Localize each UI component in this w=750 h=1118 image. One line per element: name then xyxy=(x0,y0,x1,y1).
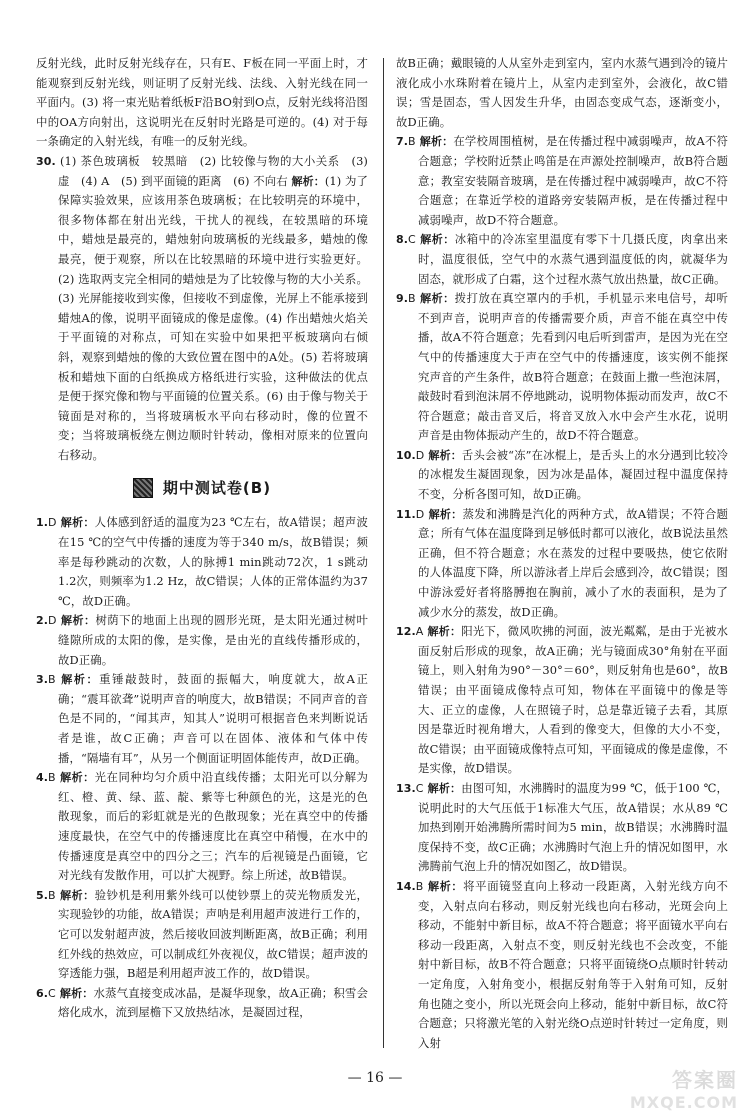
question-number: 11. xyxy=(396,507,416,521)
question-item xyxy=(396,132,728,230)
question-number: 3. xyxy=(36,673,49,687)
question-number: 30. xyxy=(36,154,56,168)
analysis-text: 阳光下，微风吹拂的河面，波光粼粼，是由于光被水面反射后形成的现象，故A正确；光与镜面成30°角射在平面镜上，则入射角为90°－30°＝60°，则反射角也是60°，故B错误；由平面镜成像特点可知，物体在平面镜中的像是等大、正立的虚像，人在照镜子时，总是靠近镜子去看，其原因是靠近时视角增大，人看到的像变大，但像的大小不变，故C错误；由平面镜成像特点可知，平面镜成的像是虚像，不是实像，故D错误。 xyxy=(418,624,728,776)
page-number: — 16 — xyxy=(347,1070,403,1086)
analysis-text: 光在同种均匀介质中沿直线传播；太阳光可以分解为红、橙、黄、绿、蓝、靛、紫等七种颜色的光，这是光的色散现象，而后的彩虹就是光的色散现象；光在真空中的传播速度最快，在空气中的传播速度比在真空中稍慢，在水中的传播速度是真空中的四分之三；汽车的后视镜是凸面镜，它对光线有发散作用，可以扩大视野。综上所述，故B错误。 xyxy=(58,770,368,883)
question-item xyxy=(396,779,728,877)
question-answer: B xyxy=(408,135,416,149)
analysis-label: 解析： xyxy=(59,771,95,785)
analysis-text: 拨打放在真空罩内的手机，手机显示来电信号，却听不到声音，说明声音的传播需要介质，声音不能在真空中传播，故A不符合题意；先看到闪电后听到雷声，是因为光在空气中的传播速度大于声在空气中的传播速度，该实例不能探究声音的产生条件，故B符合题意；在鼓面上撒一些泡沫屑，敲鼓时看到泡沫屑不停地跳动，说明物体振动而发声，故C不符合题意；敲击音叉后，将音叉放入水中会产生水花，说明声音是由物体振动产生的，故D不符合题意。 xyxy=(418,291,728,443)
question-number: 13. xyxy=(396,781,416,795)
question-item xyxy=(36,886,368,984)
right-column xyxy=(396,54,728,1054)
analysis-label: 解析： xyxy=(59,986,94,1000)
analysis-text: 人体感到舒适的温度为23 ℃左右，故A错误；超声波在15 ℃的空气中传播的速度为等于340 m/s，故B错误；频率是每秒跳动的次数，人的脉搏1 min跳动72次，1 s跳动1.2次，则频率为1.2 Hz，故C错误；人体的正常体温约为37 ℃，故D正确。 xyxy=(58,515,368,608)
question-number: 1. xyxy=(36,516,49,530)
analysis-label: 解析： xyxy=(60,614,96,628)
analysis-label: 解析： xyxy=(59,888,95,902)
question-answer: A xyxy=(415,625,424,639)
analysis-text: 重锤敲鼓时，鼓面的振幅大，响度就大，故A正确；“震耳欲聋”说明声音的响度大，故B错误；不同声音的音色是不同的，“闻其声，知其人”说明可根据音色来判断说话者是谁，故C正确；声音可以在固体、液体和气体中传播，“隔墙有耳”，从另一个侧面证明固体能传声，故D正确。 xyxy=(58,672,368,765)
question-answer: (1) 茶色玻璃板 较黑暗 (2) 比较像与物的大小关系 (3) 虚 (4) A (5) 到平面镜的距离 (6) 不向右 xyxy=(58,153,368,188)
question-item xyxy=(36,984,368,1023)
analysis-text: 树荫下的地面上出现的圆形光斑，是太阳光通过树叶缝隙所成的太阳的像，是实像，是由光的直线传播形成的，故D正确。 xyxy=(58,613,368,667)
analysis-text: 验钞机是利用紫外线可以使钞票上的荧光物质发光，实现验钞的功能，故A错误；声呐是利用超声波进行工作的，它可以发射超声波，然后接收回波判断距离，故B正确；利用红外线的热效应，可以制成红外夜视仪，故C错误；超声波的穿透能力强，B超是利用超声波工作的，故D错误。 xyxy=(58,887,368,981)
question-item xyxy=(396,230,728,289)
question-answer: D xyxy=(48,614,57,628)
analysis-label: 解析： xyxy=(419,135,454,149)
analysis-label: 解析： xyxy=(419,292,455,306)
analysis-label: 解析： xyxy=(427,879,464,893)
analysis-text: (1) 为了保障实验效果，应该用茶色玻璃板；在比较明亮的环境中，很多物体都在射出光线，干扰人的视线，在较黑暗的环境中，蜡烛是最亮的，蜡烛射向玻璃板的光线最多，蜡烛的像最亮，便于观察，所以在比较黑暗的环境中进行实验更好。(2) 选取两支完全相同的蜡烛是为了比较像与物的大小关系。(3) 光屏能接收到实像，但接收不到虚像，光屏上不能承接到蜡烛A的像，说明平面镜成的像是虚像。(4) 作出蜡烛火焰关于平面镜的对称点，可知在实验中如果把平板玻璃向右倾斜，观察到蜡烛的像的大致位置在图中的A处。(5) 若将玻璃板和蜡烛下面的白纸换成方格纸进行实验，这种做法的优点是便于探究像和物与平面镜的位置关系。(6) 由于像与物关于镜面是对称的，当将玻璃板水平向右移动时，像的位置不变；当将玻璃板绕左侧边顺时针转动，像相对原来的位置向右移动。 xyxy=(58,173,368,462)
analysis-text: 水蒸气直接变成冰晶，是凝华现象，故A正确；积雪会熔化成水，流到屋檐下又放热结冰，是凝固过程， xyxy=(58,985,368,1020)
question-number: 9. xyxy=(396,292,409,306)
question-answer: C xyxy=(48,986,56,1000)
question-number: 7. xyxy=(396,135,409,149)
question-answer: D xyxy=(48,516,57,530)
question-number: 5. xyxy=(36,888,49,902)
section-title: 期中测试卷(B) xyxy=(162,478,272,497)
left-intro-paragraph: 反射光线，此时反射光线存在，只有E、F板在同一平面上时，才能观察到反射光线，则证明了反射光线、法线、入射光线在同一平面内。(3) 将一束光贴着纸板F沿BO射到O点，反射光线将沿图中的OA方向射出，这说明光在反射时光路是可逆的。(4) 对于每一条确定的入射光线，有唯一的反射光线。 xyxy=(36,56,368,149)
question-item xyxy=(36,513,368,611)
question-item xyxy=(36,611,368,670)
question-item xyxy=(36,670,368,768)
question-number: 2. xyxy=(36,614,49,628)
analysis-label: 解析： xyxy=(428,507,463,521)
analysis-text: 在学校周围植树，是在传播过程中减弱噪声，故A不符合题意；学校附近禁止鸣笛是在声源处控制噪声，故B符合题意；教室安装隔音玻璃，是在传播过程中减弱噪声，故C不符合题意；在靠近学校的道路旁安装隔声板，是在传播过程中减弱噪声，故D不符合题意。 xyxy=(418,134,728,227)
analysis-label: 解析： xyxy=(427,781,462,795)
question-answer: D xyxy=(415,448,425,462)
question-30 xyxy=(36,152,368,466)
analysis-text: 舌头会被“冻”在冰棍上，是舌头上的水分遇到比较冷的冰棍发生凝固现象，因为冰是晶体，凝固过程中温度保持不变，分析各图可知，故D正确。 xyxy=(418,447,728,502)
question-answer: C xyxy=(408,233,416,247)
analysis-label: 解析： xyxy=(59,673,100,687)
question-answer: B xyxy=(48,888,56,902)
question-item xyxy=(396,505,728,623)
analysis-label: 解析： xyxy=(428,448,462,462)
analysis-text: 由图可知，水沸腾时的温度为99 ℃，低于100 ℃，说明此时的大气压低于1标准大气压，故A错误；水从89 ℃加热到刚开始沸腾所需时间为5 min，故B错误；水沸腾时温度保持不变，故C正确；水沸腾时气泡上升的情况如图甲，水沸腾前气泡上升的情况如图乙，故D错误。 xyxy=(418,780,728,874)
right-intro-paragraph: 故B正确；戴眼镜的人从室外走到室内，室内水蒸气遇到冷的镜片液化成小水珠附着在镜片上，从室内走到室外，会液化，故C错误；雪是固态，雪人因发生升华，由固态变成气态，逐渐变小，故D正确。 xyxy=(396,56,728,129)
question-answer: C xyxy=(415,781,424,795)
question-number: 8. xyxy=(396,233,409,247)
column-divider xyxy=(383,58,384,1048)
question-answer: B xyxy=(48,771,56,785)
left-column xyxy=(36,54,368,1054)
question-number: 4. xyxy=(36,771,49,785)
question-item xyxy=(36,768,368,886)
question-number: 6. xyxy=(36,986,49,1000)
analysis-text: 冰箱中的冷冻室里温度有零下十几摄氏度，肉拿出来时，温度很低，空气中的水蒸气遇到温度低的肉，就凝华为固态，就形成了白霜，这个过程水蒸气放出热量，故C正确。 xyxy=(418,232,728,286)
question-item xyxy=(396,289,728,446)
analysis-label: 解析： xyxy=(60,516,95,530)
analysis-text: 蒸发和沸腾是汽化的两种方式，故A错误；不符合题意；所有气体在温度降到足够低时都可以液化，故B说法虽然正确，但不符合题意；水在蒸发的过程中要吸热，使它依附的人体温度下降，所以游泳者上岸后会感到冷，故C错误；图中游泳爱好者将胳膊抱在胸前，减小了水的表面积，是为了减少水分的蒸发，故D正确。 xyxy=(418,506,728,619)
question-answer: B xyxy=(415,879,424,893)
question-answer: B xyxy=(48,673,56,687)
analysis-label: 解析： xyxy=(291,174,325,188)
question-answer: D xyxy=(415,507,425,521)
page-content xyxy=(36,54,726,1064)
section-marker-icon xyxy=(133,478,153,498)
question-number: 10. xyxy=(396,448,416,462)
watermark-logo-text: 答案圈 xyxy=(672,1068,738,1092)
analysis-text: 将平面镜竖直向上移动一段距离，入射光线方向不变，入射点向右移动，则反射光线也向右移动，光斑会向上移动，不能射中新目标，故A不符合题意；将平面镜水平向右移动一段距离，入射点不变，则反射光线也不会改变，不能射中新目标，故B不符合题意；只将平面镜绕O点顺时针转动一定角度，入射角变小，根据反射角等于入射角可知，反射角也随之变小，所以光斑会向上移动，能射中新目标，故C符合题意；只将激光笔的入射光绕O点逆时针转过一定角度，则入射 xyxy=(418,878,728,1050)
question-item xyxy=(396,622,728,779)
analysis-label: 解析： xyxy=(427,625,462,639)
question-item xyxy=(396,446,728,505)
question-answer: B xyxy=(408,292,416,306)
site-watermark xyxy=(600,1064,738,1110)
question-number: 12. xyxy=(396,625,416,639)
question-item xyxy=(396,877,728,1053)
question-number: 14. xyxy=(396,879,416,893)
analysis-label: 解析： xyxy=(419,233,455,247)
watermark-url: MXQE.COM xyxy=(629,1093,738,1112)
section-heading xyxy=(36,475,368,501)
